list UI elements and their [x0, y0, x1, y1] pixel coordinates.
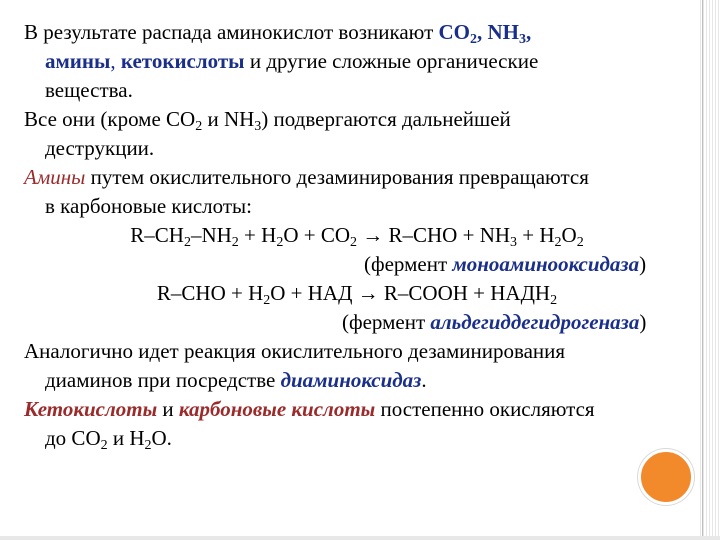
- text: Аналогично идет реакция окислительного дезаминирования: [24, 339, 566, 363]
- term-amines: амины: [45, 49, 111, 73]
- formula-nh3: $NH_3$: [487, 20, 527, 47]
- term-ketoacids: кетокислоты: [120, 49, 245, 73]
- text: ) подвергаются дальнейшей: [261, 107, 511, 131]
- text: и NH: [207, 107, 255, 131]
- paragraph-decay-products: [24, 18, 690, 105]
- enzyme-monoamine-oxidase: моноаминооксидаза: [452, 252, 640, 276]
- enzyme-note-1: (фермент моноаминооксидаза): [364, 252, 647, 276]
- enzyme-aldehyde-dehydrogenase: альдегиддегидрогеназа: [430, 310, 640, 334]
- equation-1: $R-CH_2-NH_2 + H_2O + CO_2 \to R-CHO + NH_3 + H_2O_2$: [130, 223, 584, 250]
- slide-frame-right: [700, 0, 720, 540]
- paragraph-destruction: [24, 105, 690, 163]
- slide-frame-bottom: [0, 536, 720, 540]
- text: .: [421, 368, 427, 392]
- text: постепенно окисляются: [380, 397, 595, 421]
- slide-body: [24, 18, 690, 453]
- enzyme-diamine-oxidase: диаминоксидаз: [280, 368, 422, 392]
- text: В результате распада аминокислот возникают: [24, 20, 434, 44]
- equation-2: $R-CHO + H_2O$ + НАД → R–COOH + $НАДН_2$: [156, 281, 558, 308]
- text: ,: [477, 20, 483, 44]
- text: в карбоновые кислоты:: [45, 194, 252, 218]
- paragraph-amines: [24, 163, 690, 221]
- term-carboxylic-acids: карбоновые кислоты: [178, 397, 376, 421]
- text: путем окислительного дезаминирования превращаются: [90, 165, 589, 189]
- enzyme-note-2: (фермент альдегиддегидрогеназа): [342, 310, 647, 334]
- text: ,: [526, 20, 532, 44]
- text: и другие сложные органические: [249, 49, 539, 73]
- text: вещества.: [45, 78, 133, 102]
- text: и: [162, 397, 174, 421]
- term-ketoacids-italic: Кетокислоты: [24, 397, 158, 421]
- term-amines-italic: Амины: [24, 165, 86, 189]
- subscript: 3: [254, 119, 262, 134]
- decorative-orange-circle: [638, 449, 694, 505]
- subscript: 2: [195, 119, 203, 134]
- text: Все они (кроме CO: [24, 107, 196, 131]
- formula-co2: $CO_2$: [438, 20, 478, 47]
- text: ,: [110, 49, 116, 73]
- text: диаминов при посредстве: [45, 368, 276, 392]
- paragraph-oxidation: Кетокислоты и карбоновые кислоты постепенно окисляются до $CO_2$ и $H_2O$.: [24, 397, 595, 453]
- paragraph-diamines: [24, 337, 690, 395]
- text: деструкции.: [45, 136, 155, 160]
